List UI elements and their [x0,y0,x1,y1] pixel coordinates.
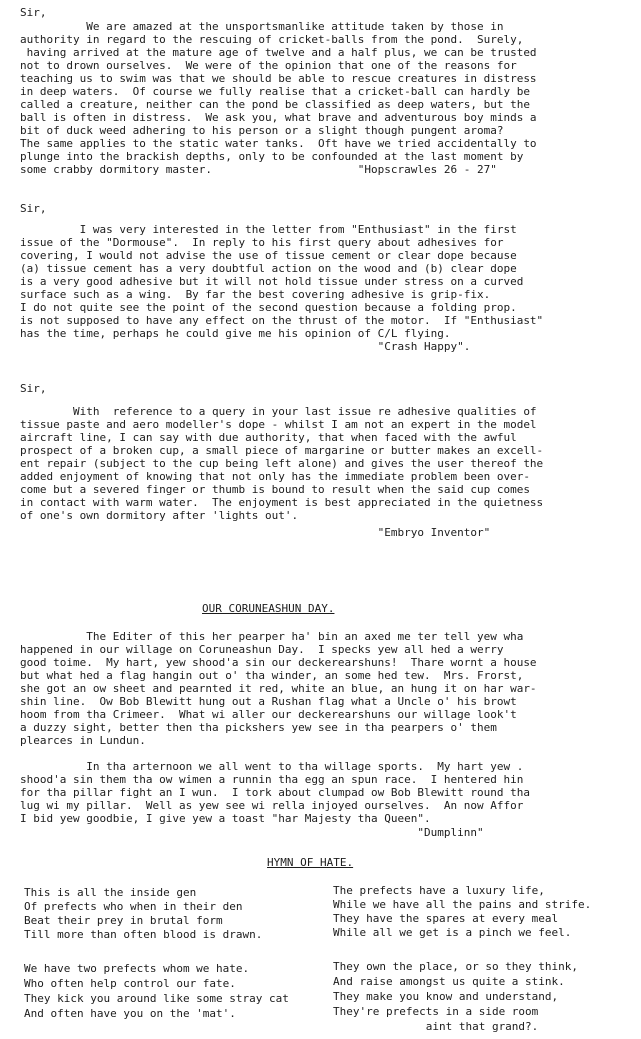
letter-1-line: authority in regard to the rescuing of cricket-balls from the pond. Surely, [20,33,524,46]
letter-1-line: The same applies to the static water tanks. Oft have we tried accidentally to [20,137,537,150]
letter-1-line: plunge into the brackish depths, only to be confounded at the last moment by [20,150,524,163]
letter-2-line: has the time, perhaps he could give me his opinion of C/L flying. [20,327,451,340]
letter-2-line: I do not quite see the point of the second question because a folding prop. [20,301,517,314]
coruneashun-line: In tha arternoon we all went to tha willage sports. My hart yew . [20,760,524,773]
letter-3-line: added enjoyment of knowing that not only has the immediate problem been over- [20,470,530,483]
letter-2-line: surface such as a wing. By far the best covering adhesive is grip-fix. [20,288,491,301]
letter-2-line: is not supposed to have any effect on the thrust of the motor. If "Enthusiast" [20,314,544,327]
letter-3-line: come but a severed finger or thumb is bound to result when the said cup comes [20,483,530,496]
hymn-right-line: They have the spares at every meal [333,912,559,925]
letter-2-line: is a very good adhesive but it will not hold tissue under stress on a curved [20,275,524,288]
coruneashun-title: OUR CORUNEASHUN DAY. [202,602,335,615]
letter-1-line: ball is often in distress. We ask you, what brave and adventurous boy minds a [20,111,537,124]
hymn-right-line: They own the place, or so they think, [333,960,579,973]
coruneashun-line: shin line. Ow Bob Blewitt hung out a Rushan flag what a Uncle o' his browt [20,695,517,708]
hymn-right-line: They make you know and understand, [333,990,559,1003]
coruneashun-line: she got an ow sheet and pearnted it red, white an blue, an hung it on har war- [20,682,537,695]
letter-1-line: We are amazed at the unsportsmanlike attitude taken by those in [20,20,504,33]
letter-3-salutation: Sir, [20,382,47,395]
coruneashun-line: a duzzy sight, better then tha pickshers yew see in tha pearpers o' them [20,721,497,734]
coruneashun-line: The Editer of this her pearper ha' bin an axed me ter tell yew wha [20,630,524,643]
hymn-left-line: Beat their prey in brutal form [24,914,223,927]
hymn-left-line: Till more than often blood is drawn. [24,928,263,941]
letter-3-signature-line: "Embryo Inventor" [20,526,491,539]
letter-3-line: in contact with warm water. The enjoyment is best appreciated in the quietness [20,496,544,509]
letter-2-line: issue of the "Dormouse". In reply to his first query about adhesives for [20,236,504,249]
coruneashun-line: hoom from tha Crimeer. What wi aller our deckerearshuns our willage look't [20,708,517,721]
letter-2-line: (a) tissue cement has a very doubtful action on the wood and (b) clear dope [20,262,517,275]
letter-2-signature-line: "Crash Happy". [20,340,471,353]
hymn-right-line: The prefects have a luxury life, [333,884,545,897]
letter-1-salutation: Sir, [20,6,47,19]
coruneashun-line: shood'a sin them tha ow wimen a runnin tha egg an spun race. I hentered hin [20,773,524,786]
hymn-left-line: This is all the inside gen [24,886,197,899]
coruneashun-line: lug wi my pillar. Well as yew see wi rella injoyed ourselves. An now Affor [20,799,524,812]
letter-3-line: tissue paste and aero modeller's dope - whilst I am not an expert in the model [20,418,537,431]
letter-1-line: called a creature, neither can the pond be classified as deep waters, but the [20,98,530,111]
letter-3-line: of one's own dormitory after 'lights out'. [20,509,299,522]
coruneashun-line: plearces in Lundun. [20,734,146,747]
hymn-title: HYMN OF HATE. [267,856,354,869]
hymn-left-line: Of prefects who when in their den [24,900,243,913]
hymn-right-line: aint that grand?. [333,1020,539,1033]
hymn-right-line: While all we get is a pinch we feel. [333,926,572,939]
hymn-left-line: Who often help control our fate. [24,977,236,990]
letter-2-line: I was very interested in the letter from "Enthusiast" in the first [20,223,517,236]
coruneashun-signature-line: "Dumplinn" [20,826,484,839]
coruneashun-line: but what hed a flag hangin out o' tha winder, an some hed tew. Mrs. Frorst, [20,669,524,682]
coruneashun-line: I bid yew goodbie, I give yew a toast "har Majesty tha Queen". [20,812,431,825]
letter-2-line: covering, I would not advise the use of tissue cement or clear dope because [20,249,517,262]
letter-1-line: not to drown ourselves. We were of the opinion that one of the reasons for [20,59,517,72]
hymn-left-line: They kick you around like some stray cat [24,992,289,1005]
letter-3-line: With reference to a query in your last issue re adhesive qualities of [20,405,537,418]
hymn-left-line: And often have you on the 'mat'. [24,1007,236,1020]
coruneashun-line: for tha pillar fight an I wun. I tork about clumpad ow Bob Blewitt round tha [20,786,530,799]
hymn-right-line: While we have all the pains and strife. [333,898,592,911]
coruneashun-line: happened in our willage on Coruneashun Day. I specks yew all hed a werry [20,643,504,656]
letter-1-line: teaching us to swim was that we should be able to rescue creatures in distress [20,72,537,85]
coruneashun-line: good toime. My hart, yew shood'a sin our deckerearshuns! Thare wornt a house [20,656,537,669]
letter-1-line: bit of duck weed adhering to his person or a slight though pungent aroma? [20,124,504,137]
letter-2-salutation: Sir, [20,202,47,215]
hymn-right-line: They're prefects in a side room [333,1005,539,1018]
hymn-left-line: We have two prefects whom we hate. [24,962,250,975]
letter-1-line: having arrived at the mature age of twelve and a half plus, we can be trusted [20,46,537,59]
letter-3-line: aircraft line, I can say with due authority, that when faced with the awful [20,431,517,444]
letter-1-line: in deep waters. Of course we fully realise that a cricket-ball can hardly be [20,85,530,98]
letter-3-line: ent repair (subject to the cup being left alone) and gives the user thereof the [20,457,544,470]
hymn-right-line: And raise amongst us quite a stink. [333,975,565,988]
letter-1-signature-line: some crabby dormitory master. "Hopscrawles 26 - 27" [20,163,497,176]
letter-3-line: prospect of a broken cup, a small piece of margarine or butter makes an excell- [20,444,544,457]
